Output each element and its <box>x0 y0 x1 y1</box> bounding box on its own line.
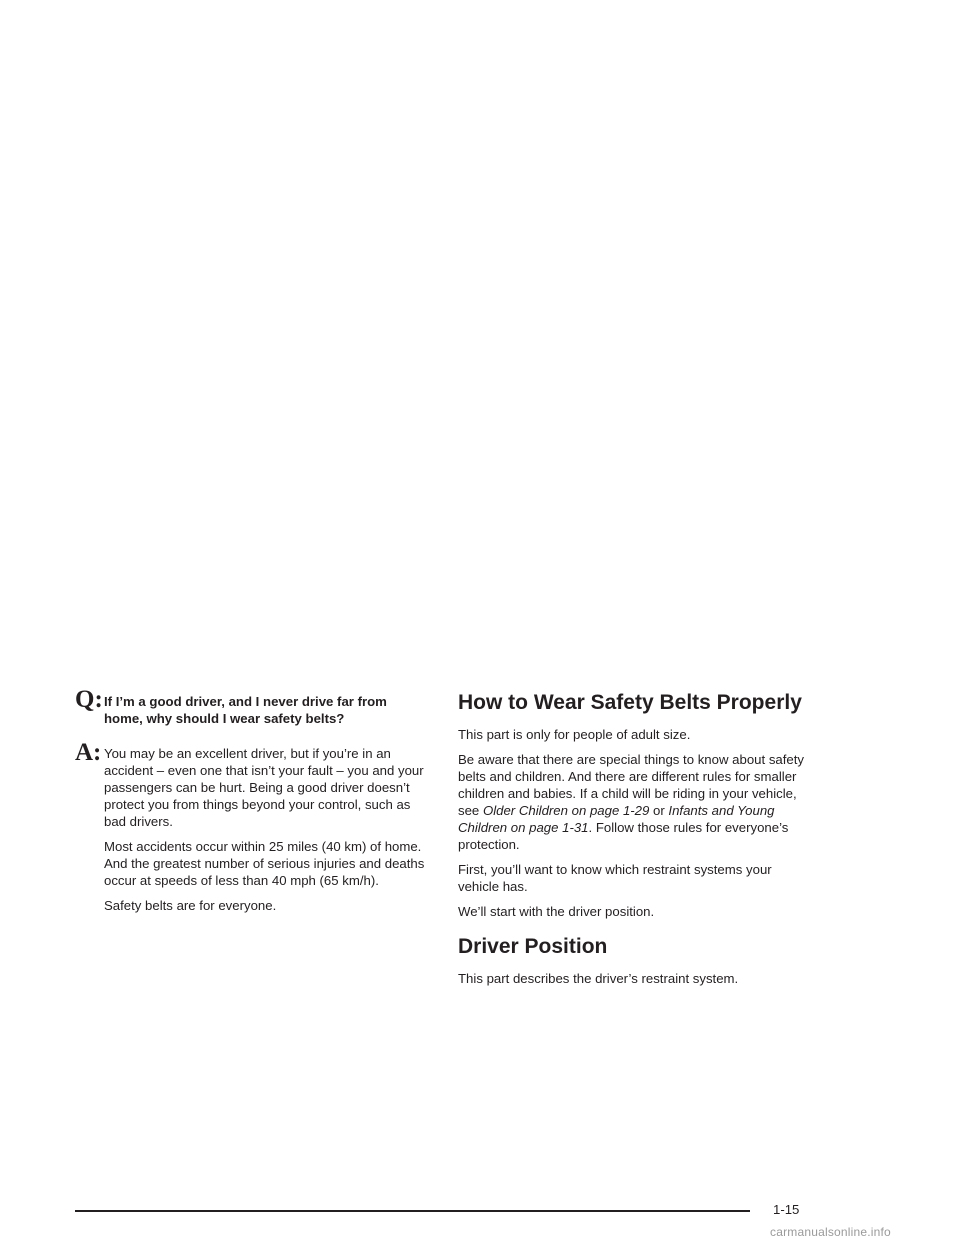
question-block <box>75 686 425 727</box>
body-paragraph: This part describes the driver’s restraint system. <box>458 971 739 986</box>
page-number: 1-15 <box>773 1202 800 1217</box>
watermark: carmanualsonline.info <box>770 1225 891 1239</box>
paragraph-text: . Follow those rules for everyone’s protection. <box>458 820 789 852</box>
paragraph-text: Be aware that there are special things to know about safety belts and children. And there are different rules for smaller children and babies. If a child will be riding in your vehicle, see <box>458 752 805 818</box>
body-paragraph: We’ll start with the driver position. <box>458 904 655 919</box>
question-text: If I’m a good driver, and I never drive far from home, why should I wear safety belts? <box>104 694 387 726</box>
body-paragraph: This part is only for people of adult size. <box>458 727 691 742</box>
body-paragraph <box>458 751 808 853</box>
body-paragraph: First, you’ll want to know which restraint systems your vehicle has. <box>458 862 772 894</box>
paragraph-text: or <box>649 803 669 818</box>
left-column <box>75 686 425 922</box>
answer-block <box>75 739 425 914</box>
cross-reference-link[interactable]: Older Children on page 1-29 <box>482 803 650 818</box>
footer-rule <box>75 1210 750 1212</box>
answer-paragraph: Most accidents occur within 25 miles (40 km) of home. And the greatest number of serious injuries and deaths occur at speeds of less than 40 mph (65 km/h). <box>104 839 425 888</box>
right-column <box>458 690 808 995</box>
cross-reference-link[interactable]: Infants and Young Children on page 1-31 <box>458 803 775 835</box>
question-marker: Q: <box>75 686 103 713</box>
answer-paragraph: Safety belts are for everyone. <box>104 898 277 913</box>
answer-paragraph: You may be an excellent driver, but if you’re in an accident – even one that isn’t your fault – you and your passengers can be hurt. Being a good driver doesn’t protect you from things beyond your control, such as bad drivers. <box>104 746 424 829</box>
answer-marker: A: <box>75 739 102 766</box>
section-heading: How to Wear Safety Belts Properly <box>458 691 802 714</box>
section-heading: Driver Position <box>458 935 608 958</box>
